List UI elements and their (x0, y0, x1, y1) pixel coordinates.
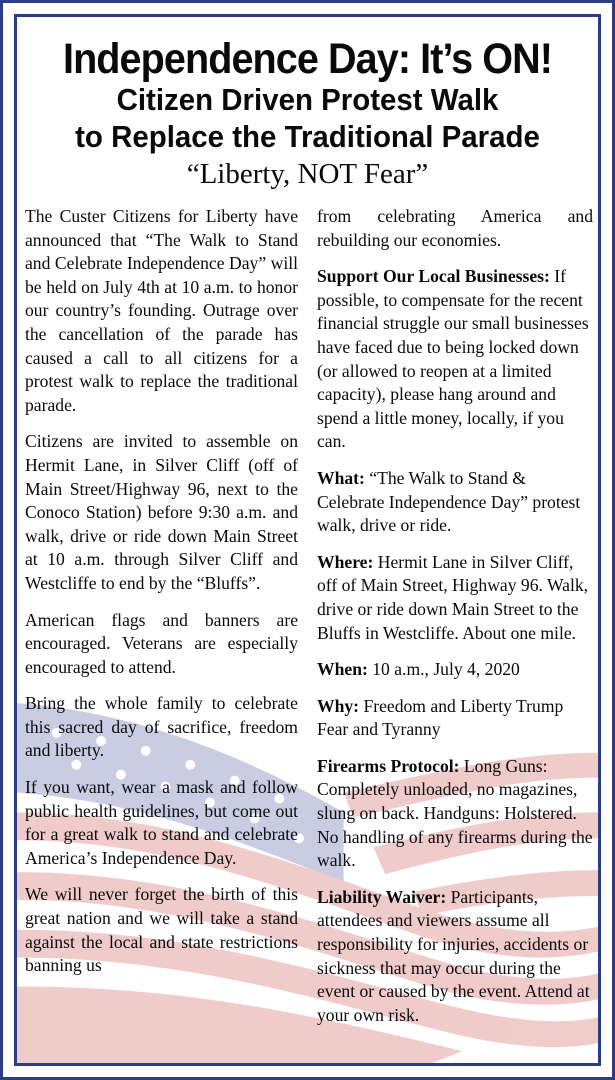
support-text: If possible, to compensate for the recent financial struggle our small businesses have faced due to being locked down (or allowed to reopen at a limited capacity), please hang around and spend a little money, locally, if you can. (317, 266, 589, 452)
section-support (317, 265, 593, 454)
where-label: Where: (317, 551, 374, 572)
paragraph-announcement: The Custer Citizens for Liberty have announced that “The Walk to Stand and Celebrate Independence Day” will be held on July 4th at 10 a.m. to honor our country’s founding. Outrage over the cancellation of the parade has caused a call to all citizens for a protest walk to replace the traditional parade. (25, 206, 298, 415)
section-why (317, 695, 593, 742)
support-label: Support Our Local Businesses: (317, 266, 550, 287)
paragraph-flags: American flags and banners are encouraged. Veterans are especially encouraged to attend. (25, 609, 298, 677)
what-label: What: (317, 467, 365, 488)
ad-header (17, 37, 598, 191)
why-text: Freedom and Liberty Trump Fear and Tyranny (317, 695, 564, 740)
paragraph-assemble: Citizens are invited to assemble on Hermit Lane, in Silver Cliff (off of Main Street/Highway 96, next to the Conoco Station) before 9:30 a.m. and walk, drive or ride down Main Street at 10 a.m. through Silver Cliff and Westcliffe to end by the “Bluffs”. (25, 431, 298, 593)
when-label: When: (317, 659, 368, 680)
liability-label: Liability Waiver: (317, 886, 447, 907)
left-column (25, 205, 298, 991)
subhead-line-1: Citizen Driven Protest Walk (116, 82, 499, 117)
paragraph-mask: If you want, wear a mask and follow public health guidelines, but come out for a great walk to stand and celebrate America’s Independence Day. (25, 777, 298, 868)
firearms-text: Long Guns: Completely unloaded, no magazines, slung on back. Handguns: Holstered. No handling of any firearms during the walk. (317, 755, 593, 871)
section-when (317, 658, 593, 682)
when-text: 10 a.m., July 4, 2020 (372, 659, 520, 680)
what-text: “The Walk to Stand & Celebrate Independence Day” protest walk, drive or ride. (317, 467, 581, 536)
liability-text: Participants, attendees and viewers assume all responsibility for injuries, accidents or sickness that may occur during the event or caused by the event. Attend at your own risk. (317, 886, 590, 1025)
headline: Independence Day: It’s ON! (62, 35, 552, 83)
subhead-line-2: to Replace the Traditional Parade (75, 119, 540, 154)
section-what (317, 467, 593, 538)
paragraph-family: Bring the whole family to celebrate this sacred day of sacrifice, freedom and liberty. (25, 693, 298, 761)
section-firearms (317, 755, 593, 873)
paragraph-continuation: from celebrating America and rebuilding our economies. (317, 206, 593, 250)
section-where (317, 551, 593, 645)
paragraph-never-forget: We will never forget the birth of this great nation and we will take a stand against the local and state restrictions banning us (25, 884, 298, 976)
firearms-label: Firearms Protocol: (317, 755, 460, 776)
right-column (317, 205, 593, 1040)
where-text: Hermit Lane in Silver Cliff, off of Main Street, Highway 96. Walk, drive or ride down Main Street to the Bluffs in Westcliffe. About one mile. (317, 551, 589, 643)
section-liability (317, 886, 593, 1028)
why-label: Why: (317, 695, 360, 716)
tagline: “Liberty, NOT Fear” (186, 158, 429, 190)
